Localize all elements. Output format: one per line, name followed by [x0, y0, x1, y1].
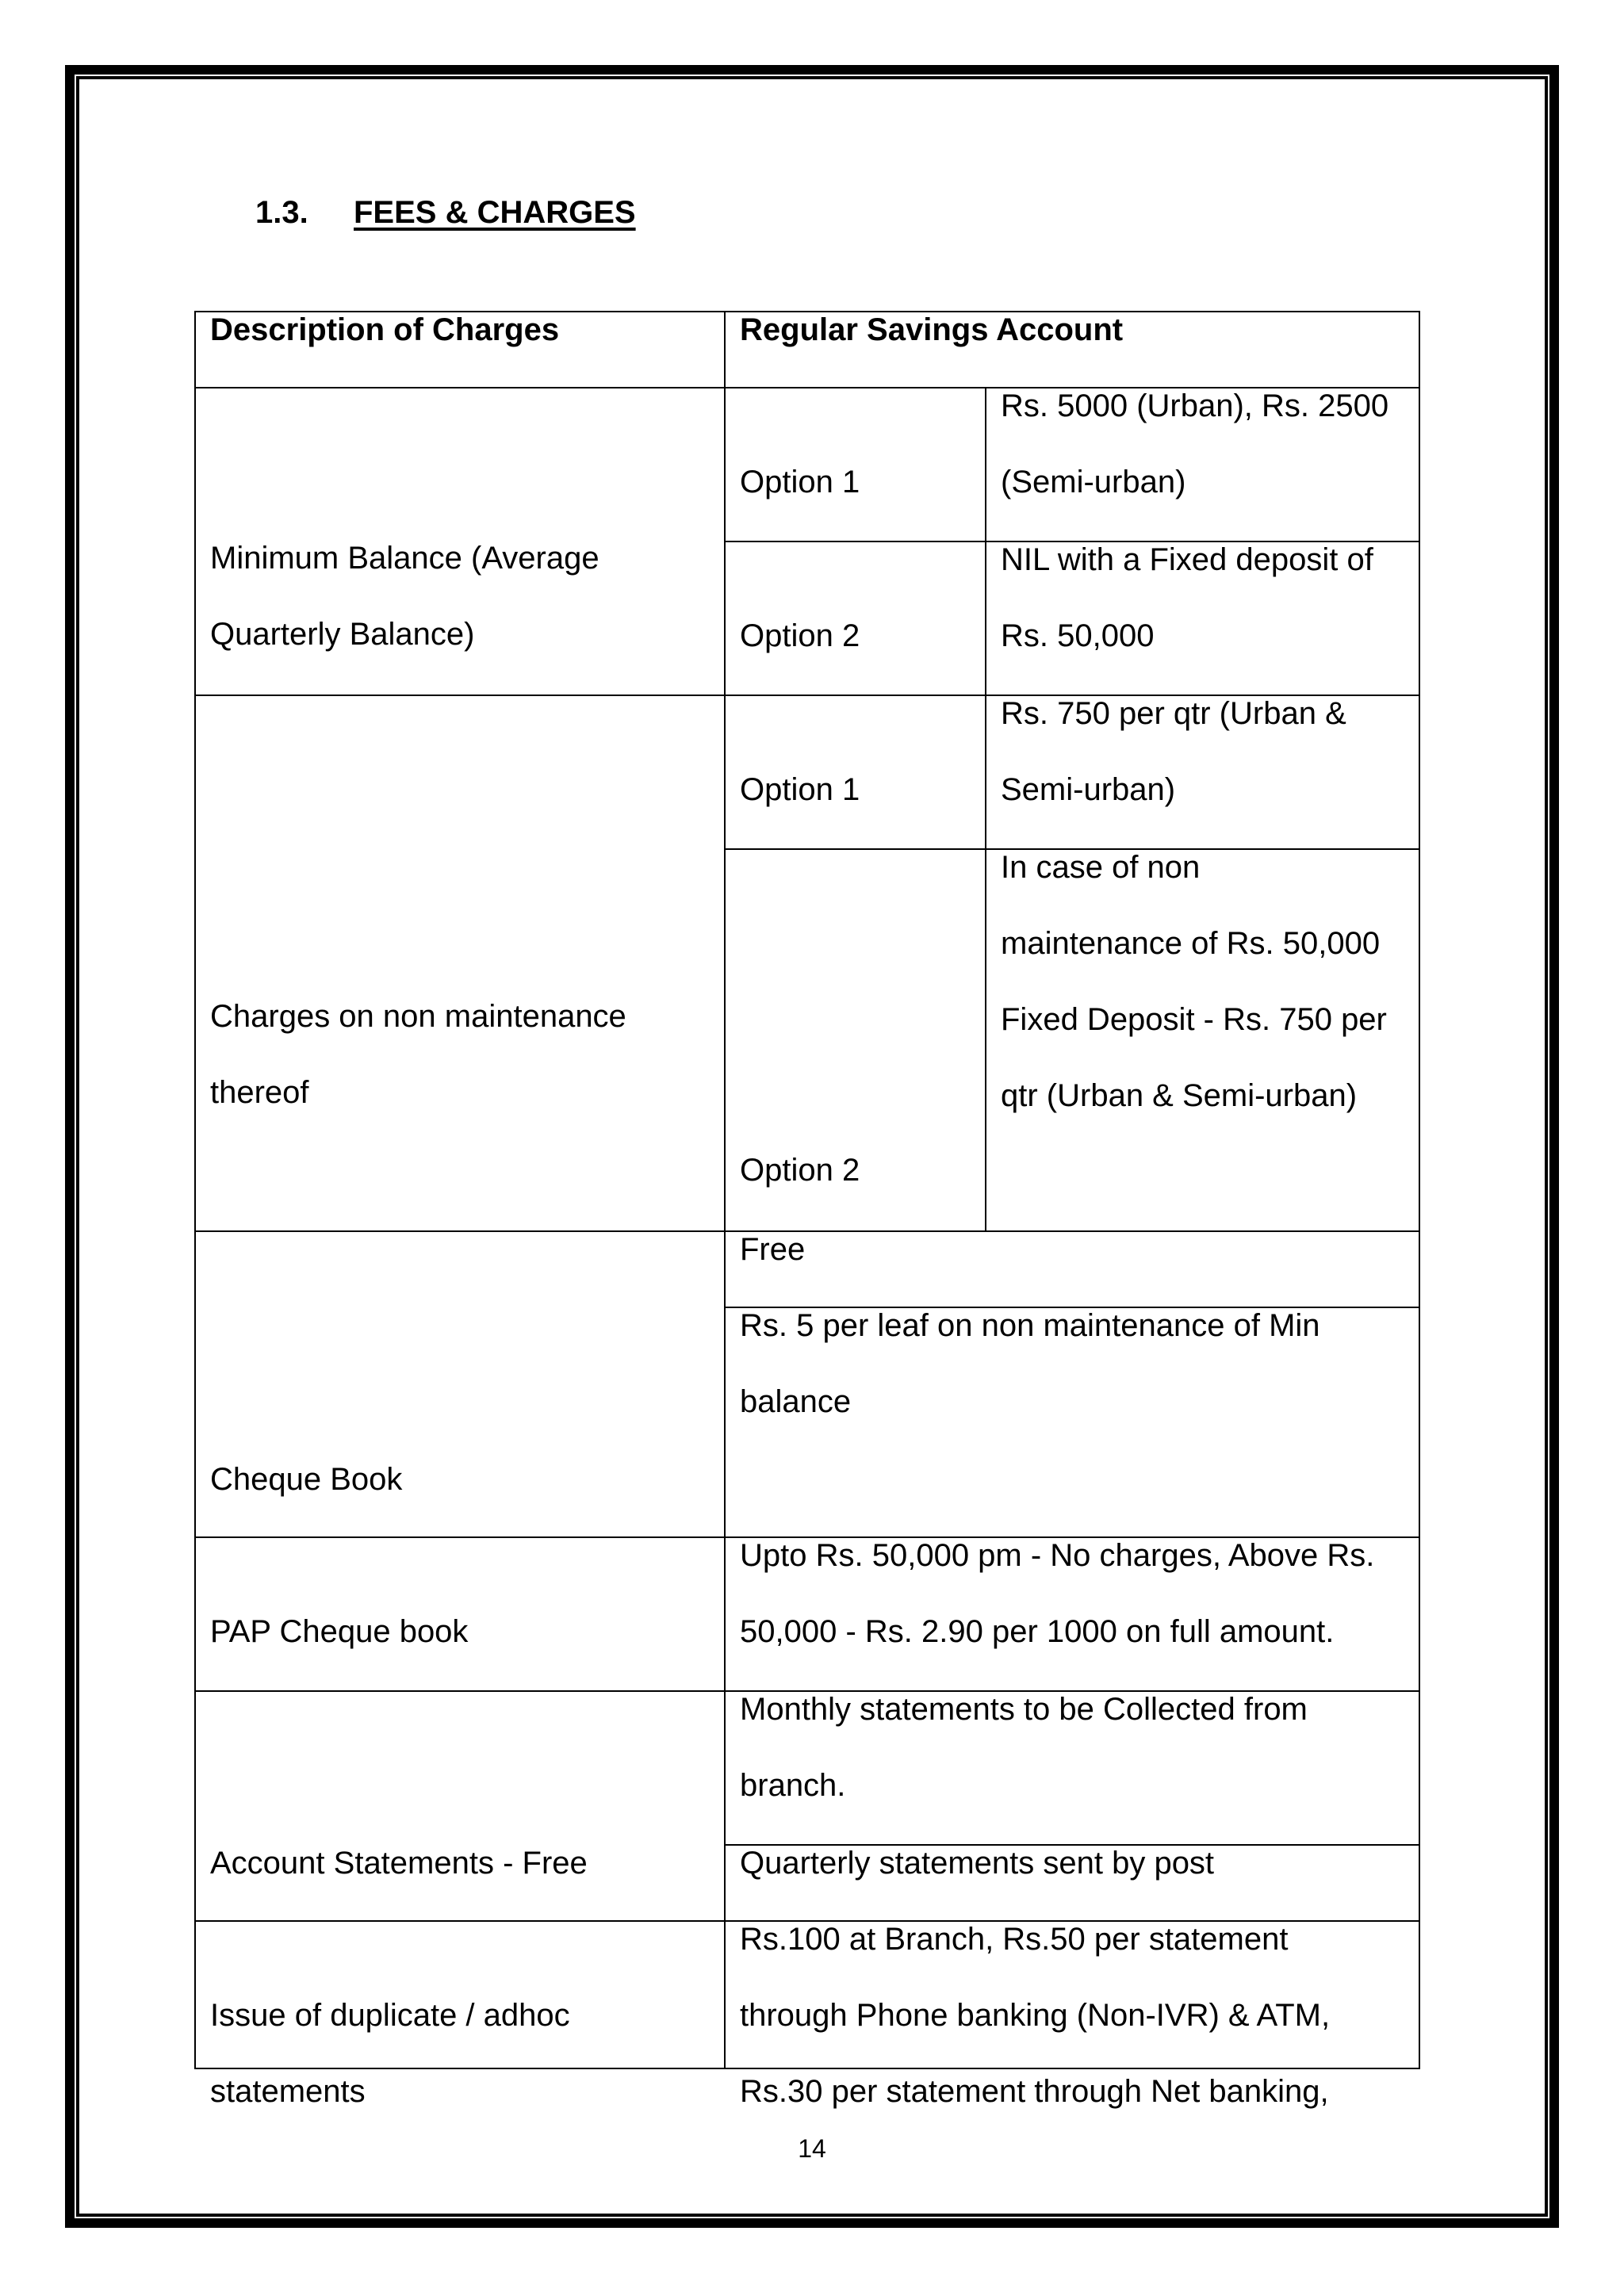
fees-charges-table — [194, 311, 1420, 2109]
section-title: FEES & CHARGES — [354, 195, 636, 230]
duplicate-statements-value: Rs.100 at Branch, Rs.50 per statement through Phone banking (Non-IVR) & ATM, Rs.30 per statement through Net banking, — [740, 1922, 1331, 2109]
section-number: 1.3. — [255, 195, 308, 230]
option-value: NIL with a Fixed deposit of Rs. 50,000 — [1001, 542, 1373, 653]
option-label: Option 1 — [740, 772, 860, 807]
row-label-cheque-book: Cheque Book — [210, 1462, 403, 1497]
table-option-divider — [985, 387, 986, 1232]
account-statements-value: Quarterly statements sent by post — [740, 1846, 1215, 1881]
option-value: Rs. 5000 (Urban), Rs. 2500 (Semi-urban) — [1001, 388, 1389, 499]
row-label-minimum-balance: Minimum Balance (Average Quarterly Balance) — [210, 541, 599, 652]
table-border-left — [194, 311, 196, 2069]
option-value: In case of non maintenance of Rs. 50,000 Fixed Deposit - Rs. 750 per qtr (Urban & Semi-urban) — [1001, 850, 1387, 1113]
row-label-duplicate-statements: Issue of duplicate / adhoc statements — [210, 1998, 570, 2109]
table-column-divider — [724, 311, 726, 2069]
header-description: Description of Charges — [210, 312, 560, 347]
cheque-book-value: Rs. 5 per leaf on non maintenance of Min balance — [740, 1308, 1320, 1419]
option-label: Option 2 — [740, 1153, 860, 1188]
page-number: 14 — [798, 2134, 826, 2163]
option-label: Option 1 — [740, 465, 860, 499]
row-label-non-maintenance: Charges on non maintenance thereof — [210, 999, 626, 1110]
cheque-book-value: Free — [740, 1232, 806, 1267]
option-label: Option 2 — [740, 618, 860, 653]
row-divider — [194, 1230, 1420, 1232]
pap-cheque-book-value: Upto Rs. 50,000 pm - No charges, Above Rs. 50,000 - Rs. 2.90 per 1000 on full amount. — [740, 1538, 1375, 1649]
account-statements-value: Monthly statements to be Collected from branch. — [740, 1692, 1308, 1803]
header-account: Regular Savings Account — [740, 312, 1124, 347]
option-value: Rs. 750 per qtr (Urban & Semi-urban) — [1001, 696, 1346, 807]
section-heading — [255, 195, 636, 231]
row-label-pap-cheque-book: PAP Cheque book — [210, 1614, 469, 1649]
row-label-account-statements: Account Statements - Free — [210, 1846, 588, 1881]
table-border-right — [1419, 311, 1420, 2069]
